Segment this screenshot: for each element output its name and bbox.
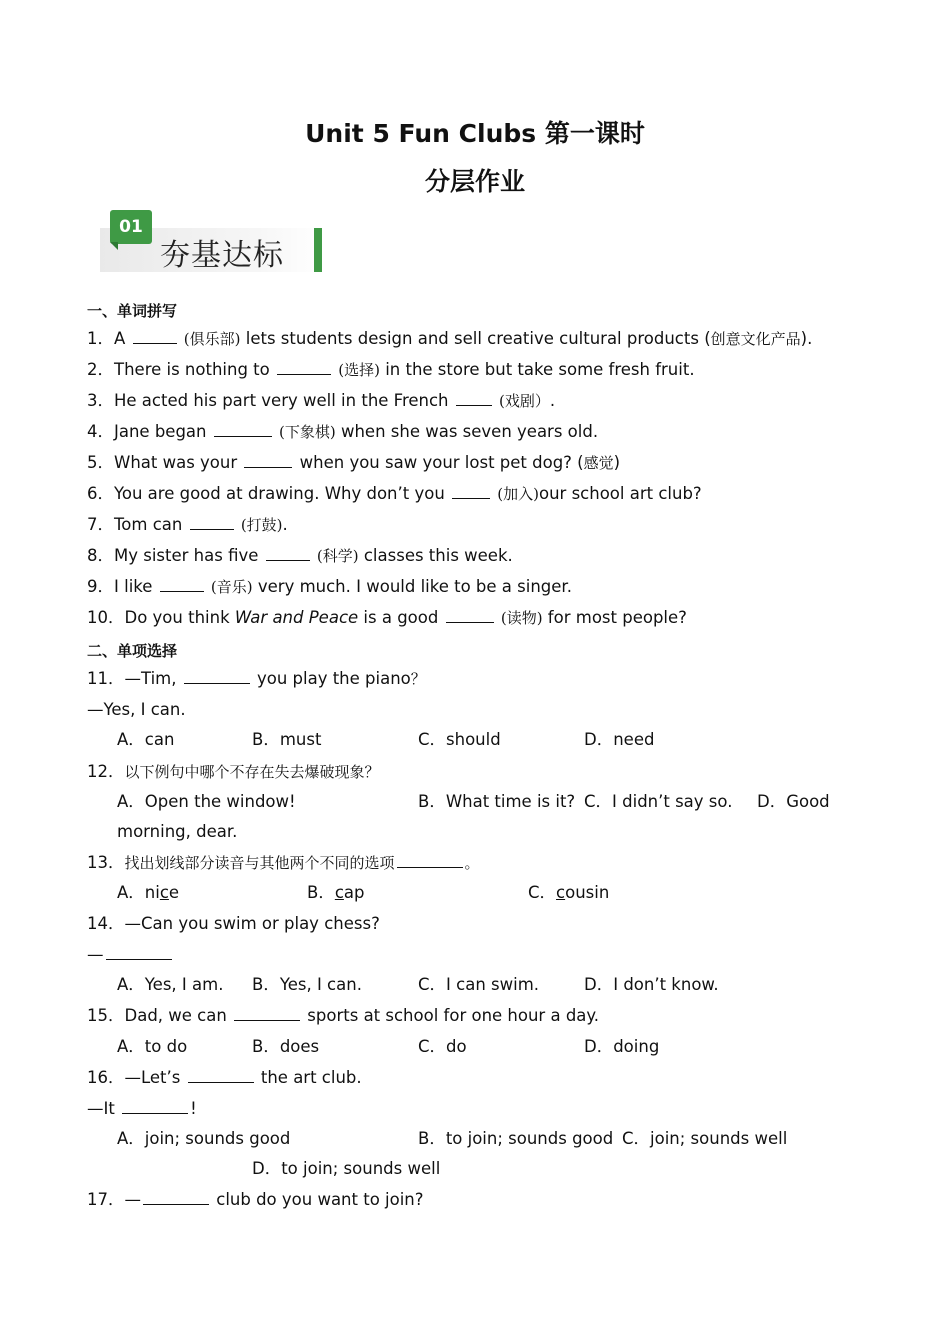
question-14-reply: — [87, 945, 174, 965]
section-heading-choice: 二、单项选择 [87, 642, 178, 660]
option-d[interactable]: D．I don’t know. [584, 975, 719, 994]
option-b[interactable]: B．cap [307, 883, 365, 902]
question-number: 7． [87, 515, 114, 534]
answer-blank[interactable] [133, 329, 177, 344]
answer-blank[interactable] [188, 1068, 254, 1083]
question-number: 13． [87, 853, 125, 872]
answer-blank[interactable] [266, 546, 310, 561]
option-d-continued: morning, dear. [117, 822, 238, 841]
question-16-reply: —It ! [87, 1099, 197, 1118]
question-2: 2．There is nothing to (选择) in the store but take some fresh fruit. [87, 360, 695, 379]
option-a[interactable]: A．nice [117, 883, 180, 902]
option-b[interactable]: B．does [252, 1037, 320, 1056]
question-10: 10．Do you think War and Peace is a good (读物) for most people? [87, 608, 687, 627]
question-number: 17． [87, 1190, 125, 1209]
answer-blank[interactable] [184, 669, 250, 684]
question-12: 12．以下例句中哪个不存在失去爆破现象？ [87, 762, 380, 781]
answer-blank[interactable] [456, 391, 492, 406]
question-13: 13．找出划线部分读音与其他两个不同的选项 。 [87, 853, 480, 872]
question-5: 5．What was your when you saw your lost pet dog? (感觉) [87, 453, 621, 472]
question-4: 4．Jane began (下象棋) when she was seven years old. [87, 422, 599, 441]
answer-blank[interactable] [277, 360, 331, 375]
question-11-reply: —Yes, I can. [87, 700, 186, 719]
answer-blank[interactable] [190, 515, 234, 530]
option-b[interactable]: B．What time is it? [418, 792, 576, 811]
option-c[interactable]: C．should [418, 730, 501, 749]
section-heading-spelling: 一、单词拼写 [87, 302, 178, 320]
question-16: 16．—Let’s the art club. [87, 1068, 362, 1087]
page-subtitle: 分层作业 [424, 167, 525, 196]
question-number: 11． [87, 669, 125, 688]
question-7: 7．Tom can (打鼓). [87, 515, 288, 534]
question-number: 16． [87, 1068, 125, 1087]
option-c[interactable]: C．join; sounds well [622, 1129, 788, 1148]
option-d[interactable]: D．doing [584, 1037, 660, 1056]
badge-bar [314, 228, 322, 272]
question-number: 9． [87, 577, 114, 596]
option-c[interactable]: C．cousin [528, 883, 610, 902]
badge-label: 夯基达标 [160, 238, 284, 273]
answer-blank[interactable] [106, 945, 172, 960]
question-number: 8． [87, 546, 114, 565]
question-number: 1． [87, 329, 114, 348]
page-title: Unit 5 Fun Clubs 第一课时 [305, 119, 645, 148]
badge-tail [110, 242, 118, 250]
option-b[interactable]: B．must [252, 730, 322, 749]
answer-blank[interactable] [452, 484, 490, 499]
question-1: 1．A (俱乐部) lets students design and sell creative cultural products (创意文化产品). [87, 329, 813, 348]
question-8: 8．My sister has five (科学) classes this week. [87, 546, 513, 565]
question-number: 2． [87, 360, 114, 379]
question-3: 3．He acted his part very well in the French (戏剧）. [87, 391, 556, 410]
question-number: 4． [87, 422, 114, 441]
answer-blank[interactable] [397, 853, 463, 868]
answer-blank[interactable] [122, 1099, 188, 1114]
option-d[interactable]: D．to join; sounds well [252, 1159, 441, 1178]
question-17: 17．— club do you want to join? [87, 1190, 424, 1209]
option-c[interactable]: C．I didn’t say so. [584, 792, 733, 811]
option-d[interactable]: D．Good [757, 792, 830, 811]
option-b[interactable]: B．Yes, I can. [252, 975, 362, 994]
question-number: 5． [87, 453, 114, 472]
question-9: 9．I like (音乐) very much. I would like to be a singer. [87, 577, 572, 596]
question-number: 3． [87, 391, 114, 410]
question-number: 14． [87, 914, 125, 933]
badge-number: 01 [110, 210, 152, 244]
option-a[interactable]: A．Open the window! [117, 792, 296, 811]
option-c[interactable]: C．do [418, 1037, 467, 1056]
question-15: 15．Dad, we can sports at school for one hour a day. [87, 1006, 600, 1025]
answer-blank[interactable] [214, 422, 272, 437]
book-title: War and Peace [234, 608, 359, 627]
question-number: 10． [87, 608, 125, 627]
question-6: 6．You are good at drawing. Why don’t you (加入)our school art club? [87, 484, 702, 503]
section-badge [100, 208, 324, 272]
question-number: 15． [87, 1006, 125, 1025]
option-a[interactable]: A．Yes, I am. [117, 975, 224, 994]
option-c[interactable]: C．I can swim. [418, 975, 540, 994]
question-11: 11．—Tim, you play the piano？ [87, 669, 426, 688]
answer-blank[interactable] [244, 453, 292, 468]
answer-blank[interactable] [143, 1190, 209, 1205]
option-a[interactable]: A．to do [117, 1037, 188, 1056]
question-number: 6． [87, 484, 114, 503]
answer-blank[interactable] [160, 577, 204, 592]
option-d[interactable]: D．need [584, 730, 655, 749]
option-a[interactable]: A．join; sounds good [117, 1129, 291, 1148]
answer-blank[interactable] [446, 608, 494, 623]
question-14: 14．—Can you swim or play chess? [87, 914, 380, 933]
option-a[interactable]: A．can [117, 730, 175, 749]
answer-blank[interactable] [234, 1006, 300, 1021]
option-b[interactable]: B．to join; sounds good [418, 1129, 614, 1148]
question-number: 12． [87, 762, 125, 781]
